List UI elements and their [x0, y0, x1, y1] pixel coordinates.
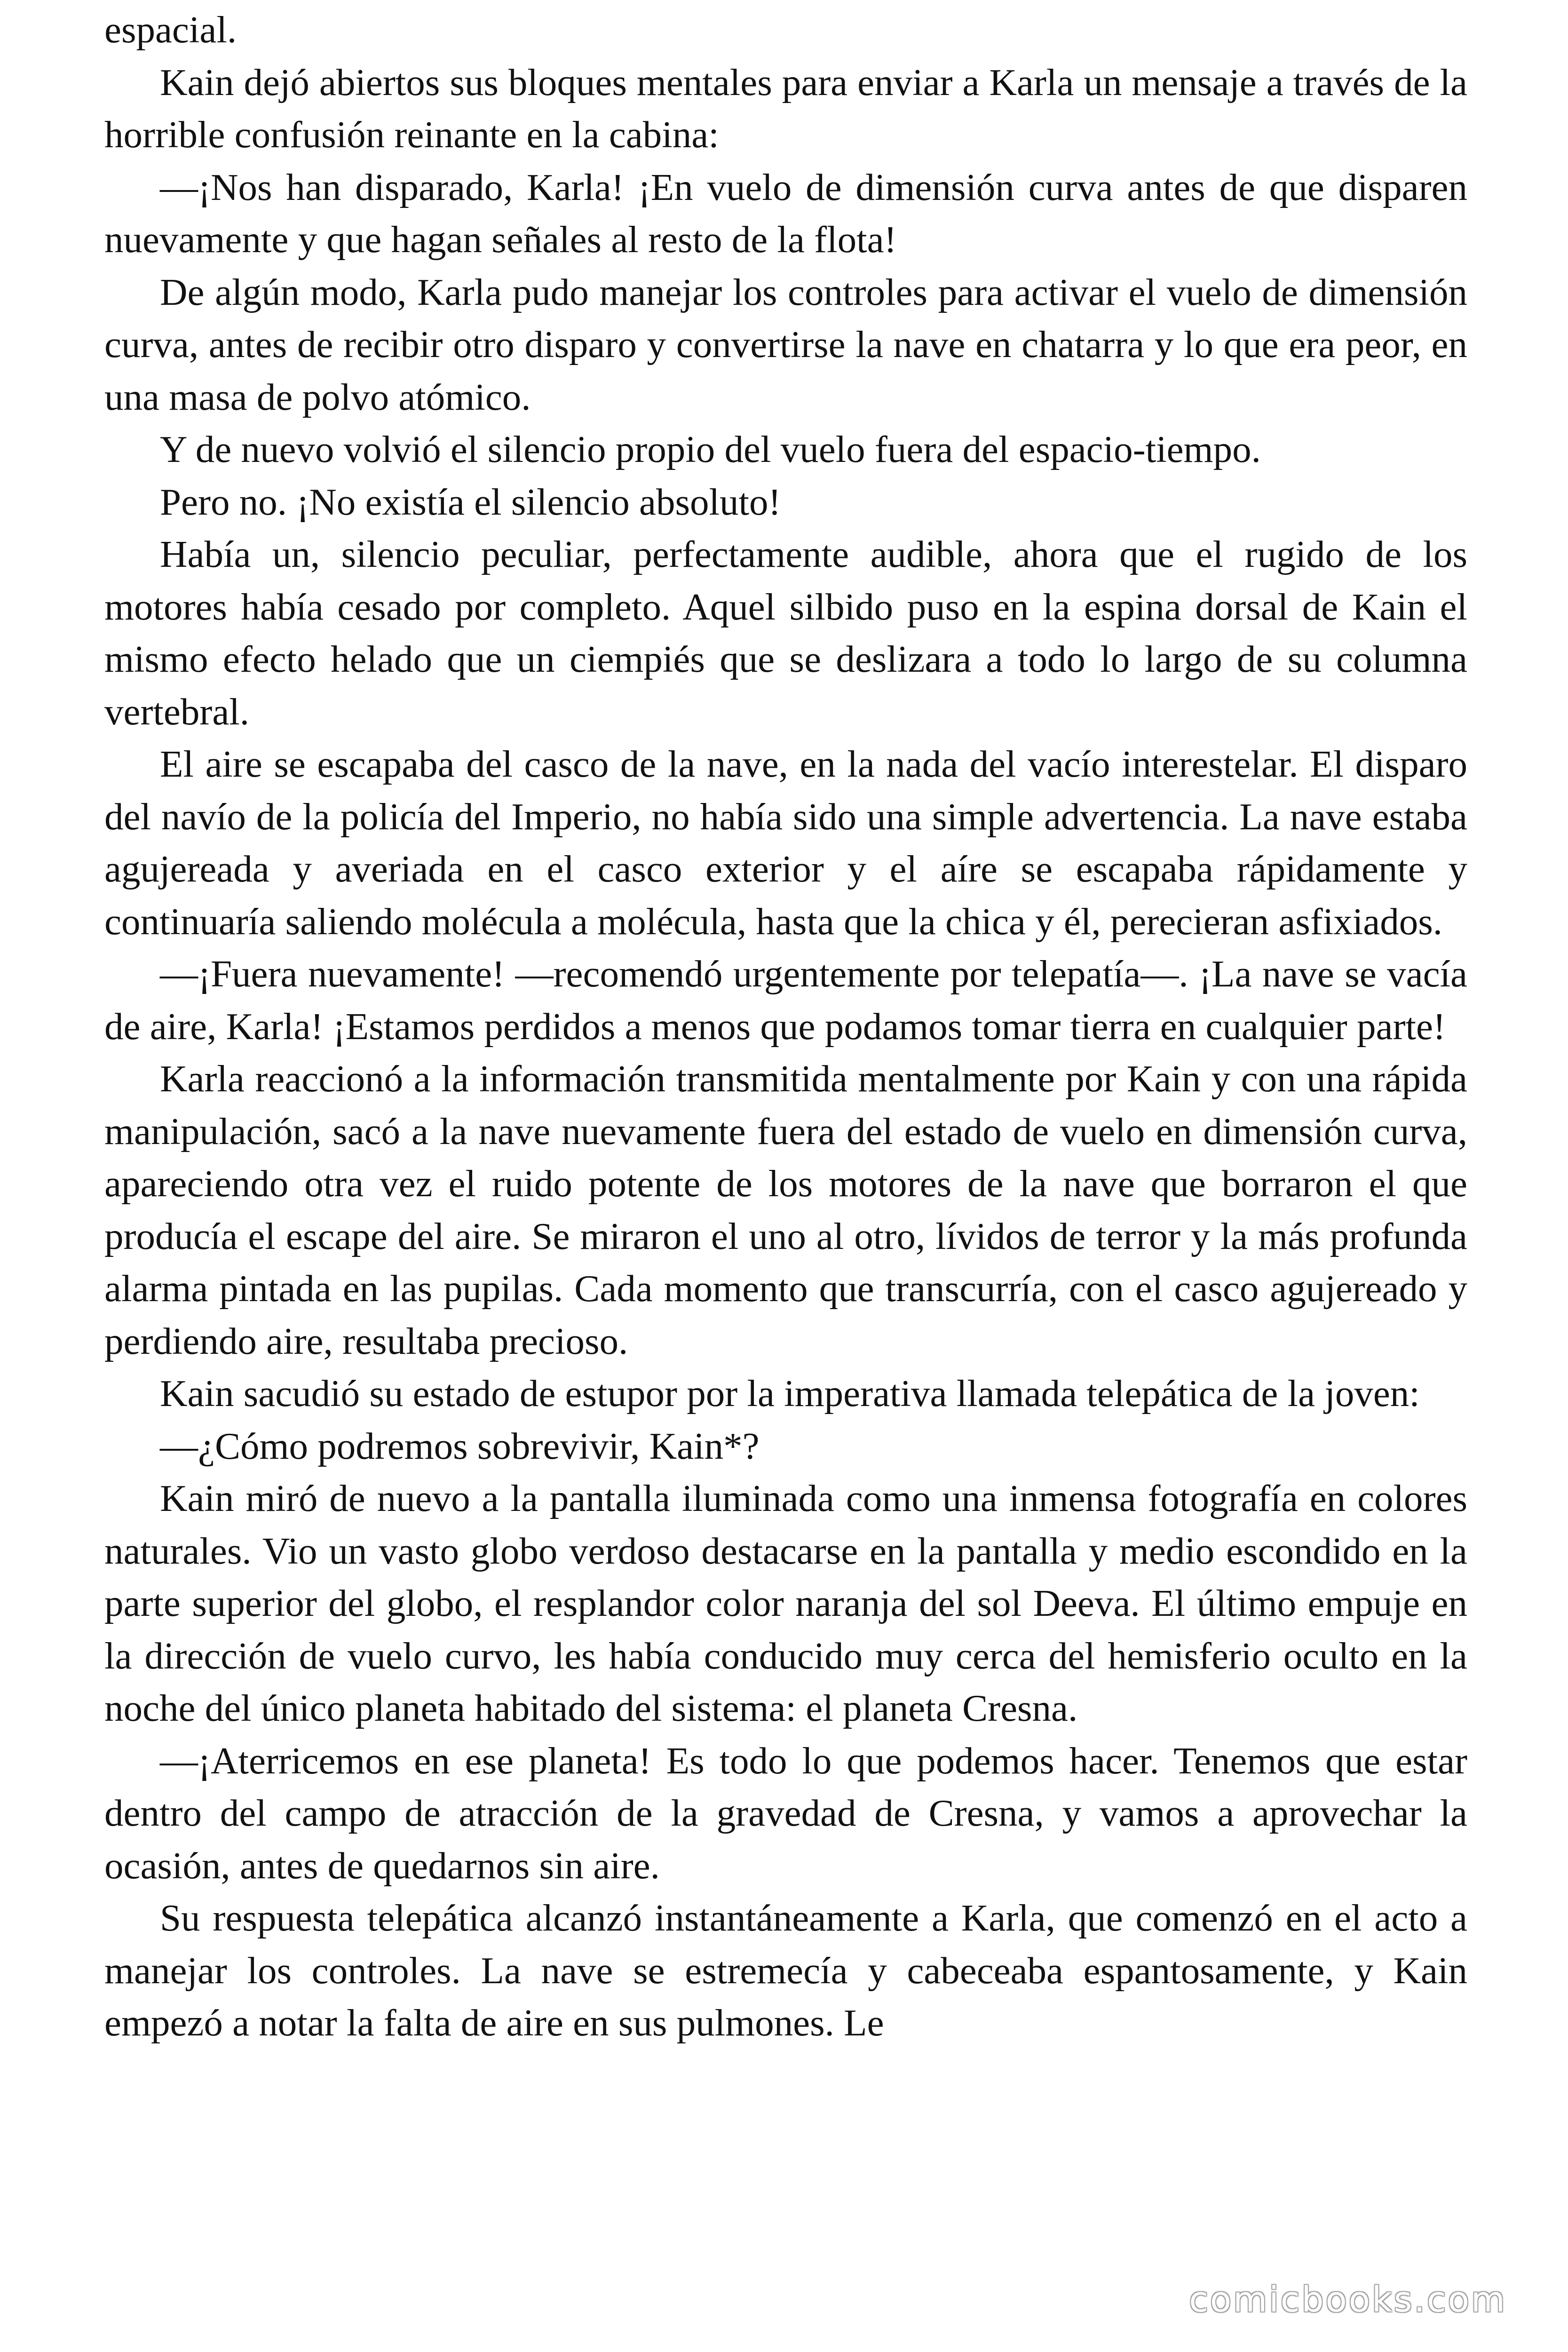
paragraph: Pero no. ¡No existía el silencio absoluto!: [160, 480, 781, 523]
paragraph: Kain dejó abiertos sus bloques mentales para enviar a Karla un mensaje a través de la horrible confusión reinante en la cabina:: [104, 61, 1467, 156]
book-page: [104, 4, 1467, 2050]
paragraph: De algún modo, Karla pudo manejar los controles para activar el vuelo de dimensión curva, antes de recibir otro disparo y convertirse la nave en chatarra y lo que era peor, en una masa de polvo atómico.: [104, 270, 1467, 418]
paragraph: Y de nuevo volvió el silencio propio del vuelo fuera del espacio-tiempo.: [160, 428, 1261, 470]
paragraph: Su respuesta telepática alcanzó instantáneamente a Karla, que comenzó en el acto a manejar los controles. La nave se estremecía y cabeceaba espantosamente, y Kain empezó a notar la falta de aire en sus pulmones. Le: [104, 1897, 1467, 2044]
paragraph: Kain sacudió su estado de estupor por la imperativa llamada telepática de la joven:: [160, 1372, 1420, 1414]
paragraph: —¡Fuera nuevamente! —recomendó urgentemente por telepatía—. ¡La nave se vacía de aire, Karla! ¡Estamos perdidos a menos que podamos tomar tierra en cualquier parte!: [104, 953, 1467, 1048]
paragraph: —¡Aterricemos en ese planeta! Es todo lo que podemos hacer. Tenemos que estar dentro del campo de atracción de la gravedad de Cresna, y vamos a aprovechar la ocasión, antes de quedarnos sin aire.: [104, 1739, 1467, 1887]
paragraph: —¡Nos han disparado, Karla! ¡En vuelo de dimensión curva antes de que disparen nuevamente y que hagan señales al resto de la flota!: [104, 166, 1467, 261]
paragraph: —¿Cómo podremos sobrevivir, Kain*?: [160, 1424, 760, 1467]
paragraph: El aire se escapaba del casco de la nave, en la nada del vacío interestelar. El disparo del navío de la policía del Imperio, no había sido una simple advertencia. La nave estaba agujereada y averiada en el casco exterior y el aíre se escapaba rápidamente y continuaría saliendo molécula a molécula, hasta que la chica y él, perecieran asfixiados.: [104, 743, 1467, 943]
paragraph: espacial.: [104, 8, 237, 51]
paragraph: Karla reaccionó a la información transmitida mentalmente por Kain y con una rápida manipulación, sacó a la nave nuevamente fuera del estado de vuelo en dimensión curva, apareciendo otra vez el ruido potente de los motores de la nave que borraron el que producía el escape del aire. Se miraron el uno al otro, lívidos de terror y la más profunda alarma pintada en las pupilas. Cada momento que transcurría, con el casco agujereado y perdiendo aire, resultaba precioso.: [104, 1057, 1467, 1362]
paragraph: Había un, silencio peculiar, perfectamente audible, ahora que el rugido de los motores había cesado por completo. Aquel silbido puso en la espina dorsal de Kain el mismo efecto helado que un ciempiés que se deslizara a todo lo largo de su columna vertebral.: [104, 533, 1467, 733]
paragraph: Kain miró de nuevo a la pantalla iluminada como una inmensa fotografía en colores naturales. Vio un vasto globo verdoso destacarse en la pantalla y medio escondido en la parte superior del globo, el resplandor color naranja del sol Deeva. El último empuje en la dirección de vuelo curvo, les había conducido muy cerca del hemisferio oculto en la noche del único planeta habitado del sistema: el planeta Cresna.: [104, 1477, 1467, 1729]
watermark: comicbooks.com: [1189, 2280, 1507, 2320]
